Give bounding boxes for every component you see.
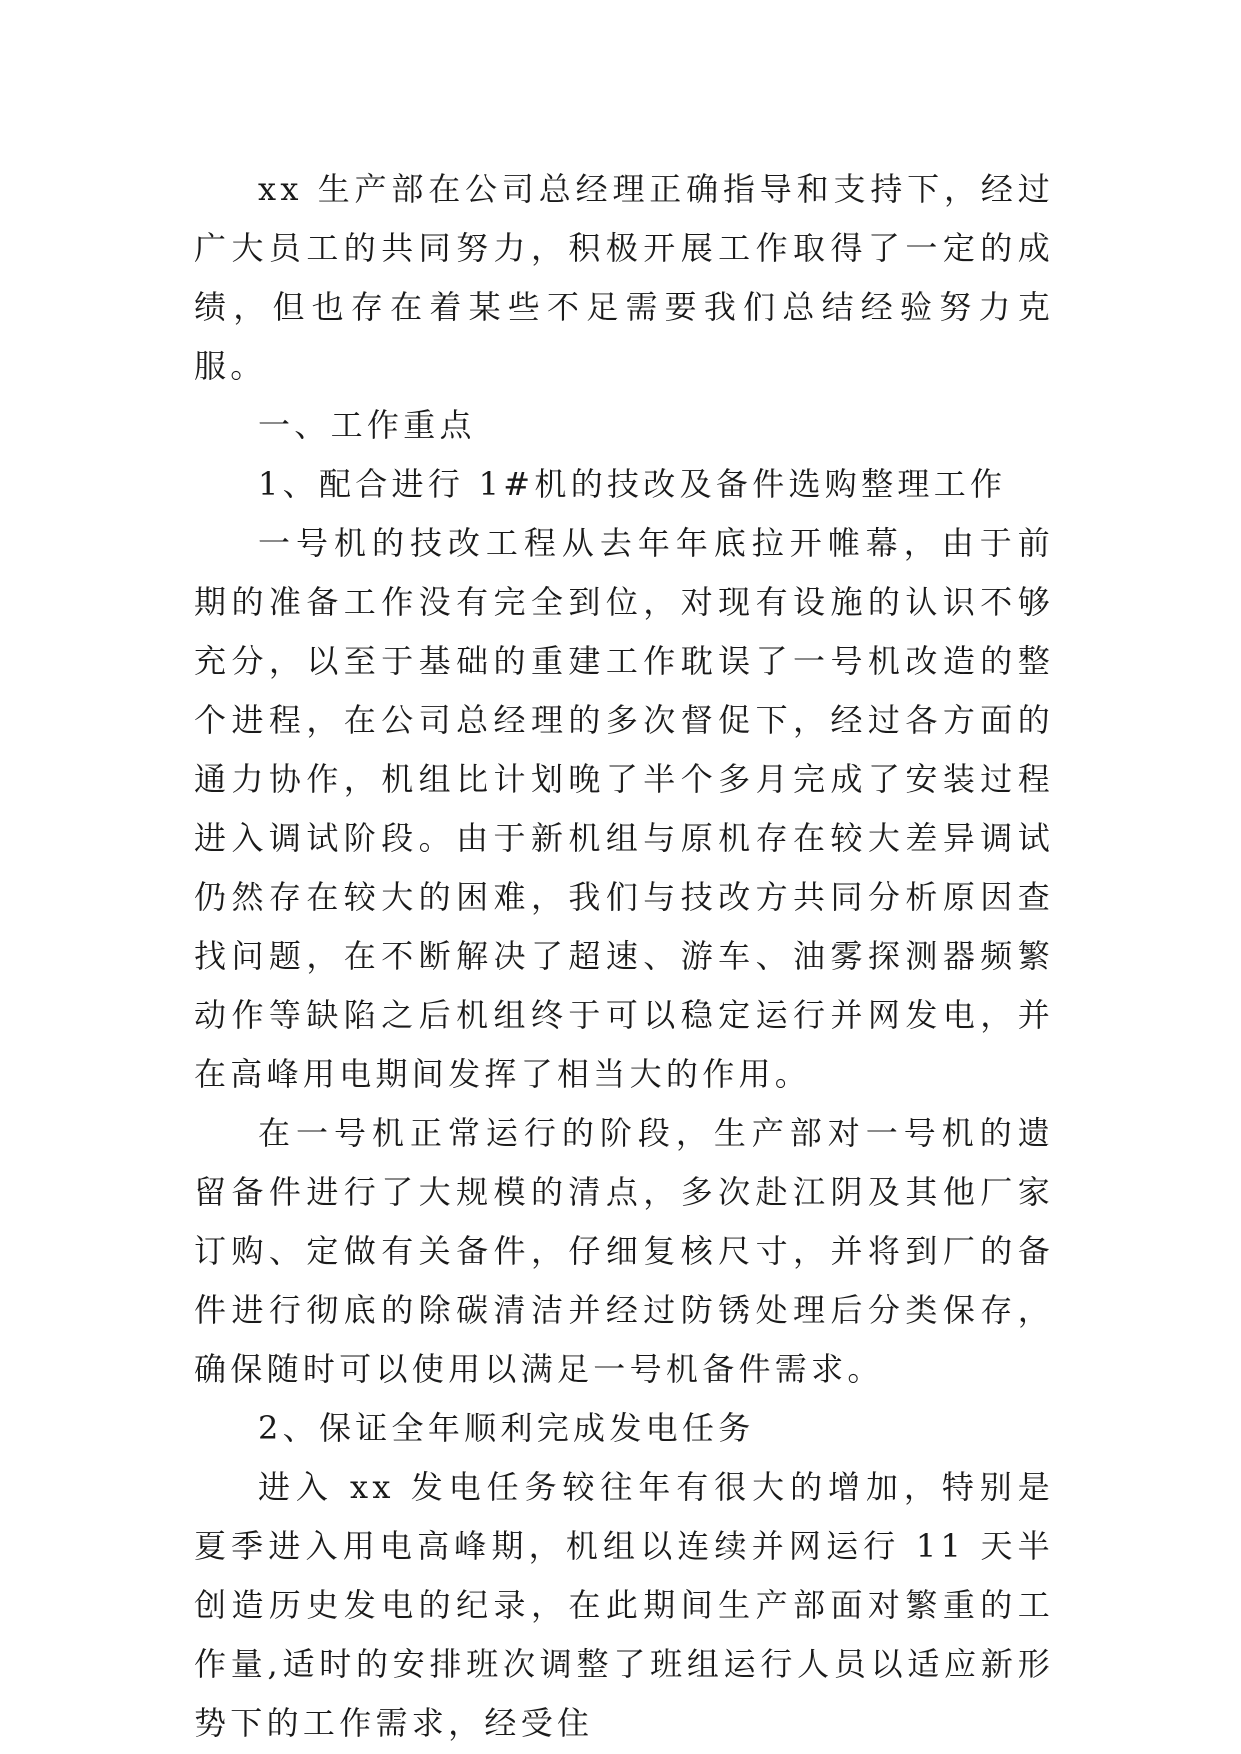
intro-paragraph: xx 生产部在公司总经理正确指导和支持下，经过广大员工的共同努力，积极开展工作取得了一定的成绩，但也存在着某些不足需要我们总结经验努力克服。 bbox=[194, 170, 1054, 385]
body-paragraph: 一号机的技改工程从去年年底拉开帷幕，由于前期的准备工作没有完全到位，对现有设施的认识不够充分，以至于基础的重建工作耽误了一号机改造的整个进程，在公司总经理的多次督促下，经过各方面的通力协作，机组比计划晚了半个多月完成了安装过程进入调试阶段。由于新机组与原机存在较大差异调试仍然存在较大的困难，我们与技改方共同分析原因查找问题，在不断解决了超速、游车、油雾探测器频繁动作等缺陷之后机组终于可以稳定运行并网发电，并在高峰用电期间发挥了相当大的作用。 bbox=[194, 524, 1054, 1093]
subheading-1: 1、配合进行 1#机的技改及备件选购整理工作 bbox=[258, 465, 1007, 503]
section-heading-work-focus: 一、工作重点 bbox=[258, 406, 476, 444]
document-body bbox=[194, 160, 1054, 1753]
body-paragraph: 在一号机正常运行的阶段，生产部对一号机的遗留备件进行了大规模的清点，多次赴江阴及其他厂家订购、定做有关备件，仔细复核尺寸，并将到厂的备件进行彻底的除碳清洁并经过防锈处理后分类保存，确保随时可以使用以满足一号机备件需求。 bbox=[194, 1114, 1054, 1388]
body-paragraph: 进入 xx 发电任务较往年有很大的增加，特别是夏季进入用电高峰期，机组以连续并网运行 11 天半创造历史发电的纪录，在此期间生产部面对繁重的工作量,适时的安排班次调整了班组运行人员以适应新形势下的工作需求，经受住 bbox=[194, 1468, 1054, 1742]
subheading-2: 2、保证全年顺利完成发电任务 bbox=[258, 1409, 755, 1447]
